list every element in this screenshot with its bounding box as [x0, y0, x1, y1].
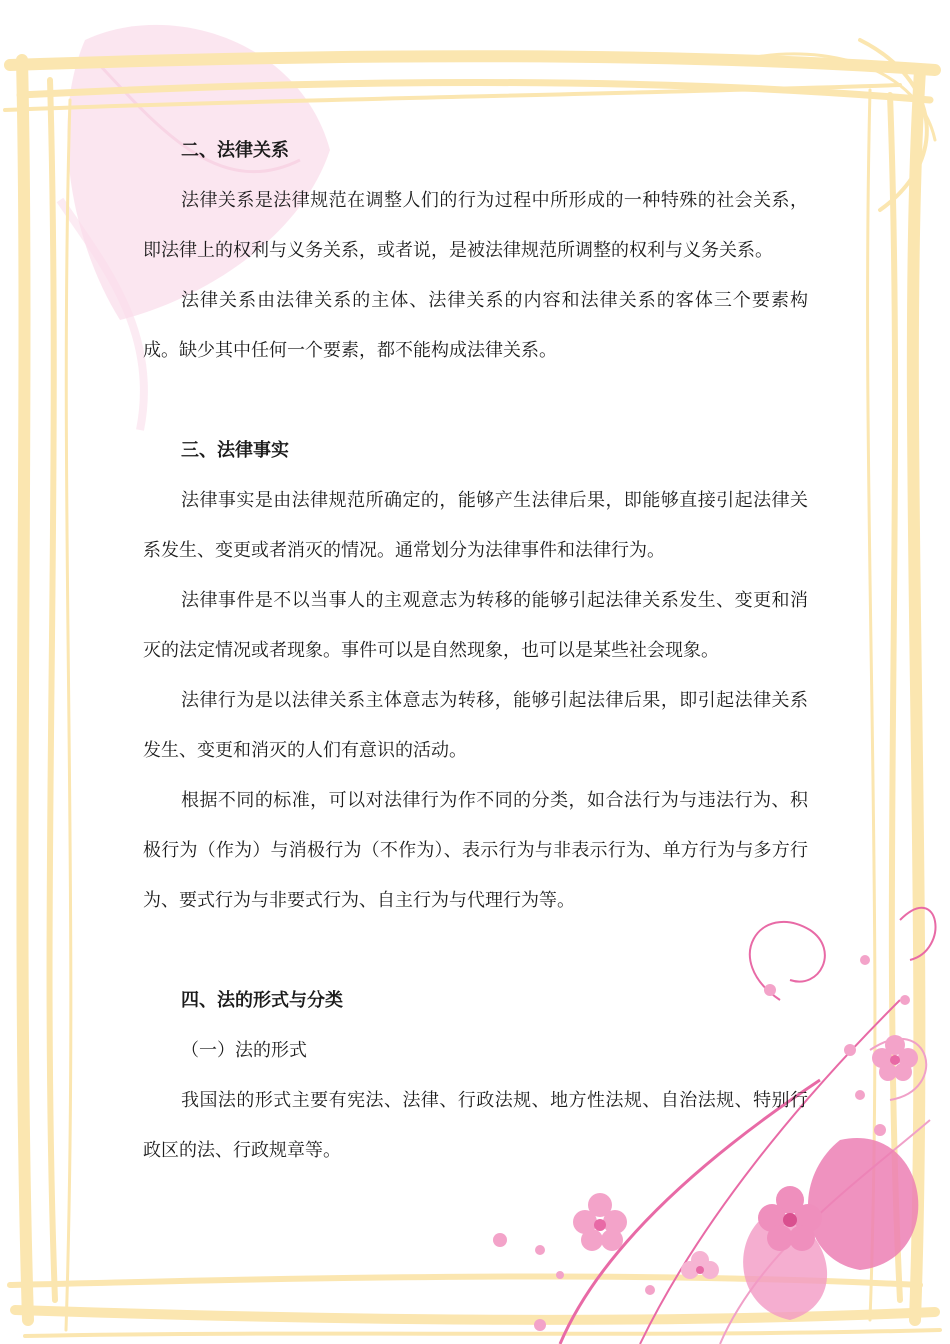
section-heading: 二、法律关系: [181, 140, 289, 161]
document-body: [143, 126, 808, 1176]
subsection-heading: （一）法的形式: [181, 1040, 307, 1061]
section-heading: 三、法律事实: [181, 440, 289, 461]
paragraph: 法律行为是以法律关系主体意志为转移，能够引起法律后果，即引起法律关系发生、变更和消灭的人们有意识的活动。: [143, 690, 808, 761]
spacer: [143, 926, 808, 976]
spacer: [143, 376, 808, 426]
flower-icon: [872, 1035, 918, 1081]
paragraph: 法律关系是法律规范在调整人们的行为过程中所形成的一种特殊的社会关系，即法律上的权利与义务关系，或者说，是被法律规范所调整的权利与义务关系。: [143, 190, 808, 261]
paragraph: 我国法的形式主要有宪法、法律、行政法规、地方性法规、自治法规、特别行政区的法、行政规章等。: [143, 1090, 808, 1161]
flower-icon: [681, 1251, 719, 1279]
paragraph: 法律事件是不以当事人的主观意志为转移的能够引起法律关系发生、变更和消灭的法定情况或者现象。事件可以是自然现象，也可以是某些社会现象。: [143, 590, 808, 661]
section-heading: 四、法的形式与分类: [181, 990, 343, 1011]
paragraph: 法律事实是由法律规范所确定的，能够产生法律后果，即能够直接引起法律关系发生、变更或者消灭的情况。通常划分为法律事件和法律行为。: [143, 490, 808, 561]
paragraph: 法律关系由法律关系的主体、法律关系的内容和法律关系的客体三个要素构成。缺少其中任何一个要素，都不能构成法律关系。: [143, 290, 808, 361]
flower-icon: [573, 1193, 627, 1251]
paragraph: 根据不同的标准，可以对法律行为作不同的分类，如合法行为与违法行为、积极行为（作为）与消极行为（不作为）、表示行为与非表示行为、单方行为与多方行为、要式行为与非要式行为、自主行为与代理行为等。: [143, 790, 808, 911]
